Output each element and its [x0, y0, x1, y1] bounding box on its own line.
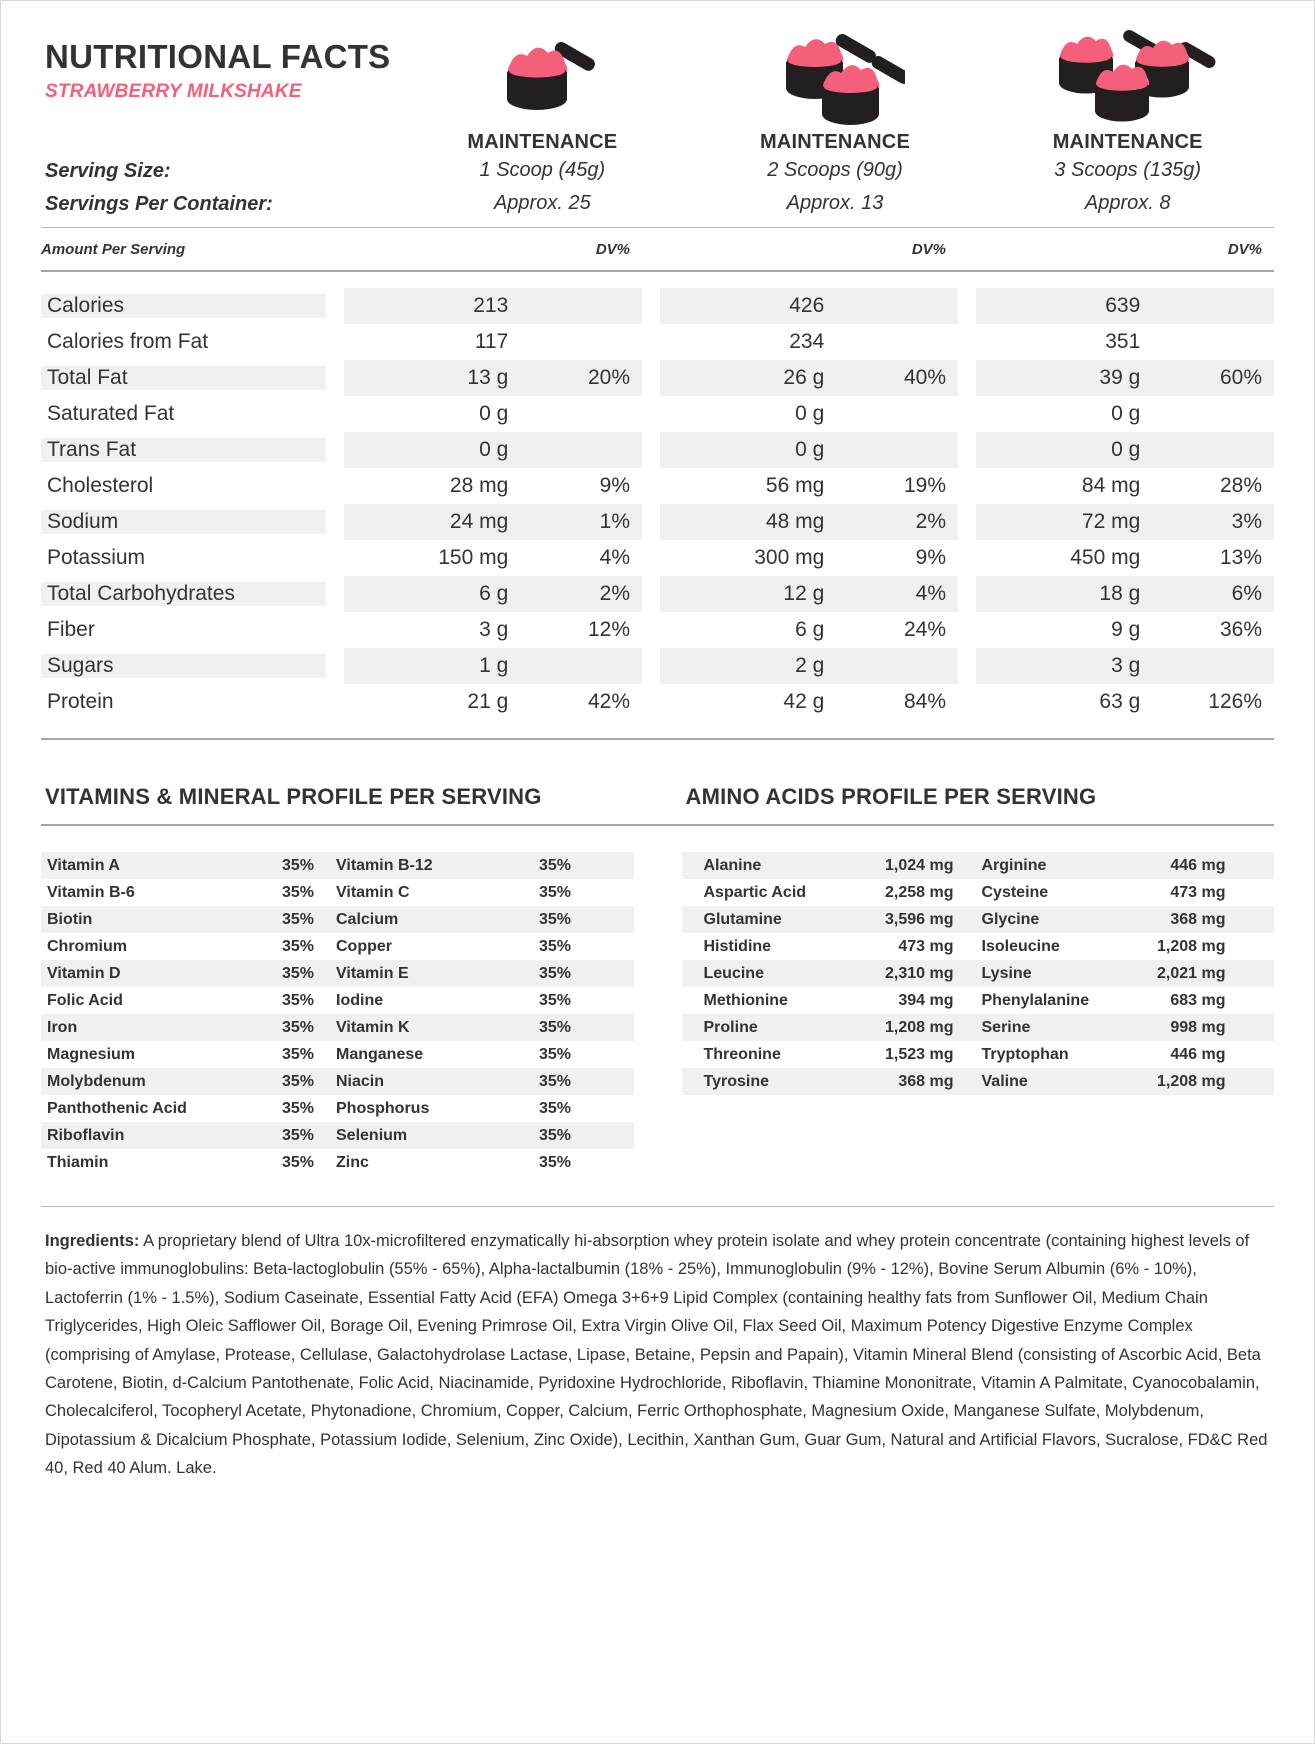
list-item: [682, 960, 1275, 987]
serving-type-1: MAINTENANCE: [467, 131, 618, 153]
item-name: Folic Acid: [47, 991, 123, 1009]
list-item: [41, 1095, 634, 1122]
item-value: 35%: [538, 1018, 571, 1036]
item-value: 2,258 mg: [885, 883, 954, 901]
nutrient-value: 300 mg: [754, 546, 825, 569]
item-name: Vitamin A: [47, 856, 120, 874]
table-header-row: [41, 228, 1274, 270]
item-value: 35%: [281, 1045, 314, 1063]
list-item: [682, 1068, 1275, 1095]
nutrient-dv: 84%: [903, 690, 946, 713]
item-value: 473 mg: [1170, 883, 1226, 901]
dv-header-1: DV%: [595, 240, 630, 258]
nutrient-group-1: [344, 360, 642, 396]
list-item: [41, 1149, 634, 1176]
item-name: Vitamin K: [336, 1018, 410, 1036]
dv-header-2: DV%: [911, 240, 946, 258]
nutrient-group-2: [660, 288, 958, 324]
nutrient-dv: 13%: [1219, 546, 1262, 569]
list-item: [682, 987, 1275, 1014]
item-name: Phenylalanine: [981, 991, 1090, 1009]
flavor-subtitle: STRAWBERRY MILKSHAKE: [45, 81, 302, 103]
serving-column-3: [981, 27, 1274, 227]
nutrient-value: 0 g: [1111, 402, 1141, 425]
item-value: 2,021 mg: [1157, 964, 1226, 982]
nutrient-group-1: [344, 396, 642, 432]
item-value: 1,208 mg: [1157, 937, 1226, 955]
item-name: Panthothenic Acid: [47, 1099, 187, 1117]
list-item: [41, 1014, 634, 1041]
item-value: 1,024 mg: [885, 856, 954, 874]
table-row: [41, 468, 1274, 504]
nutrient-value: 26 g: [783, 366, 825, 389]
nutrient-group-2: [660, 360, 958, 396]
nutrient-group-1: [344, 432, 642, 468]
item-name: Calcium: [336, 910, 399, 928]
nutrient-group-2: [660, 612, 958, 648]
item-name: Thiamin: [47, 1153, 109, 1171]
nutrient-value: 24 mg: [449, 510, 509, 533]
serving-type-3: MAINTENANCE: [1052, 131, 1203, 153]
item-name: Tyrosine: [703, 1072, 769, 1090]
list-item: [682, 1014, 1275, 1041]
item-value: 35%: [281, 991, 314, 1009]
item-name: Vitamin B-12: [336, 856, 433, 874]
nutrient-value: 0 g: [479, 438, 509, 461]
scoop-icon-single: [396, 27, 689, 125]
list-item: [41, 1068, 634, 1095]
label-header: [41, 27, 1274, 227]
nutrient-dv: 1%: [599, 510, 630, 533]
item-value: 998 mg: [1170, 1018, 1226, 1036]
item-name: Magnesium: [47, 1045, 136, 1063]
profile-section-titles: [41, 766, 1274, 824]
nutrient-dv: 12%: [587, 618, 630, 641]
nutrient-group-3: [976, 504, 1274, 540]
table-row: [41, 684, 1274, 720]
item-name: Molybdenum: [47, 1072, 146, 1090]
nutrient-dv: 28%: [1219, 474, 1262, 497]
nutrient-dv: 24%: [903, 618, 946, 641]
item-value: 446 mg: [1170, 1045, 1226, 1063]
nutrient-group-2: [660, 432, 958, 468]
nutrient-group-3: [976, 432, 1274, 468]
item-value: 3,596 mg: [885, 910, 954, 928]
serving-column-1: [396, 27, 689, 227]
nutrient-group-2: [660, 396, 958, 432]
item-name: Methionine: [703, 991, 788, 1009]
ingredients-section: [41, 1206, 1274, 1482]
item-value: 35%: [538, 883, 571, 901]
item-value: 35%: [538, 1126, 571, 1144]
item-value: 2,310 mg: [885, 964, 954, 982]
nutrient-group-1: [344, 288, 642, 324]
nutrient-dv: 36%: [1219, 618, 1262, 641]
table-row: [41, 540, 1274, 576]
item-name: Riboflavin: [47, 1126, 125, 1144]
nutrient-value: 117: [474, 330, 509, 353]
item-value: 35%: [538, 910, 571, 928]
item-value: 35%: [281, 1126, 314, 1144]
item-value: 35%: [281, 1072, 314, 1090]
nutrient-group-1: [344, 468, 642, 504]
serving-size-label: Serving Size:: [45, 160, 171, 182]
nutrient-dv: 60%: [1219, 366, 1262, 389]
nutrient-group-2: [660, 684, 958, 720]
vitamins-list-wrap: [41, 826, 634, 1176]
table-row: [41, 288, 1274, 324]
list-item: [682, 852, 1275, 879]
table-row: [41, 504, 1274, 540]
nutrient-name: Total Fat: [41, 366, 326, 390]
nutrient-dv: 2%: [915, 510, 946, 533]
list-item: [682, 879, 1275, 906]
nutrient-dv: 20%: [587, 366, 630, 389]
nutrient-value: 39 g: [1099, 366, 1141, 389]
item-name: Alanine: [703, 856, 762, 874]
servings-count-1: Approx. 25: [493, 192, 591, 214]
item-name: Threonine: [703, 1045, 781, 1063]
nutrient-value: 639: [1105, 294, 1141, 317]
list-item: [41, 906, 634, 933]
table-row: [41, 432, 1274, 468]
nutrient-value: 48 mg: [765, 510, 825, 533]
item-name: Iron: [47, 1018, 78, 1036]
item-value: 35%: [538, 964, 571, 982]
item-value: 35%: [281, 1018, 314, 1036]
nutrient-dv: 42%: [587, 690, 630, 713]
nutrient-dv: 2%: [599, 582, 630, 605]
nutrient-value: 56 mg: [765, 474, 825, 497]
table-row: [41, 360, 1274, 396]
item-name: Isoleucine: [981, 937, 1060, 955]
nutrient-group-3: [976, 396, 1274, 432]
nutrient-value: 0 g: [795, 438, 825, 461]
amino-title-wrap: [634, 766, 1275, 824]
nutrient-group-3: [976, 324, 1274, 360]
nutrient-value: 9 g: [1111, 618, 1141, 641]
item-value: 1,208 mg: [885, 1018, 954, 1036]
serving-size-2: 2 Scoops (90g): [767, 159, 903, 181]
ingredients-paragraph: [41, 1207, 1274, 1482]
item-value: 368 mg: [1170, 910, 1226, 928]
divider-above-profiles: [41, 738, 1274, 740]
item-name: Tryptophan: [981, 1045, 1069, 1063]
item-value: 35%: [538, 1153, 571, 1171]
ingredients-label: Ingredients:: [45, 1232, 140, 1250]
nutrient-value: 28 mg: [449, 474, 509, 497]
divider-below-header: [41, 270, 1274, 272]
nutrient-value: 6 g: [795, 618, 825, 641]
nutrient-group-1: [344, 540, 642, 576]
list-item: [682, 933, 1275, 960]
nutrient-group-3: [976, 576, 1274, 612]
item-value: 35%: [281, 1099, 314, 1117]
nutrient-value: 3 g: [1111, 654, 1141, 677]
nutrient-group-1: [344, 324, 642, 360]
item-name: Vitamin B-6: [47, 883, 135, 901]
nutrient-group-3: [976, 648, 1274, 684]
nutrient-dv: 40%: [903, 366, 946, 389]
item-name: Valine: [981, 1072, 1028, 1090]
amino-acids-list: [682, 852, 1275, 1095]
nutrient-group-3: [976, 540, 1274, 576]
amount-per-serving-label: Amount Per Serving: [41, 240, 186, 258]
item-value: 35%: [538, 991, 571, 1009]
nutrient-group-3: [976, 684, 1274, 720]
nutrient-name: Saturated Fat: [47, 402, 175, 425]
item-name: Manganese: [336, 1045, 424, 1063]
nutrient-value: 3 g: [479, 618, 509, 641]
dv-header-3: DV%: [1227, 240, 1262, 258]
nutrient-value: 1 g: [479, 654, 509, 677]
item-name: Cysteine: [981, 883, 1049, 901]
nutrition-table: [41, 288, 1274, 720]
nutrient-dv: 9%: [915, 546, 946, 569]
nutrient-group-1: [344, 684, 642, 720]
nutrient-dv: 3%: [1231, 510, 1262, 533]
list-item: [682, 906, 1275, 933]
vitamins-section-title: VITAMINS & MINERAL PROFILE PER SERVING: [45, 784, 542, 809]
serving-size-3: 3 Scoops (135g): [1054, 159, 1202, 181]
table-row: [41, 396, 1274, 432]
nutrient-group-3: [976, 612, 1274, 648]
item-value: 473 mg: [898, 937, 954, 955]
nutrient-group-1: [344, 612, 642, 648]
item-name: Lysine: [981, 964, 1032, 982]
nutrient-value: 84 mg: [1081, 474, 1141, 497]
nutrient-dv: 4%: [915, 582, 946, 605]
nutrient-value: 42 g: [783, 690, 825, 713]
item-value: 35%: [281, 856, 314, 874]
item-value: 35%: [281, 910, 314, 928]
table-row: [41, 324, 1274, 360]
item-name: Zinc: [336, 1153, 369, 1171]
item-value: 35%: [281, 964, 314, 982]
item-name: Arginine: [981, 856, 1047, 874]
list-item: [682, 1041, 1275, 1068]
serving-type-2: MAINTENANCE: [760, 131, 910, 153]
item-name: Histidine: [703, 937, 772, 955]
table-row: [41, 576, 1274, 612]
nutrient-value: 213: [473, 294, 509, 317]
item-name: Selenium: [336, 1126, 408, 1144]
list-item: [41, 1041, 634, 1068]
page-title: NUTRITIONAL FACTS: [45, 38, 391, 75]
nutrient-value: 150 mg: [438, 546, 509, 569]
nutrient-value: 13 g: [467, 366, 509, 389]
item-value: 35%: [538, 937, 571, 955]
list-item: [41, 852, 634, 879]
servings-count-2: Approx. 13: [786, 192, 884, 214]
nutrient-group-2: [660, 648, 958, 684]
profile-lists: [41, 826, 1274, 1176]
nutrient-value: 63 g: [1099, 690, 1141, 713]
item-value: 35%: [281, 937, 314, 955]
nutrient-value: 2 g: [795, 654, 825, 677]
item-name: Glutamine: [703, 910, 782, 928]
item-name: Vitamin D: [47, 964, 121, 982]
scoop-icon-double: [689, 27, 982, 125]
nutrient-name: Fiber: [47, 618, 95, 641]
list-item: [41, 933, 634, 960]
nutrient-dv: 6%: [1231, 582, 1262, 605]
scoop-columns: [396, 27, 1274, 227]
nutrient-value: 351: [1105, 330, 1141, 353]
list-item: [41, 879, 634, 906]
ingredients-text: A proprietary blend of Ultra 10x-microfiltered enzymatically hi-absorption whey protein isolate and whey protein concentrate (containing highest levels of bio-active immunoglobulins: Beta-lactoglobulin (55% - 65%), Alpha-lactalbumin (18% - 25%), Immunoglobulin (9% - 12%), Bovine Serum Albumin (6% - 10%), Lactoferrin (1% - 1.5%), Sodium Caseinate, Essential Fatty Acid (EFA) Omega 3+6+9 Lipid Complex (containing healthy fats from Sunflower Oil, Medium Chain Triglycerides, High Oleic Safflower Oil, Borage Oil, Evening Primrose Oil, Extra Virgin Olive Oil, Flax Seed Oil, Maximum Potency Digestive Enzyme Complex (comprising of Amylase, Protease, Cellulase, Galactohydrolase Lactase, Lipase, Betaine, Pepsin and Papain), Vitamin Mineral Blend (consisting of Ascorbic Acid, Beta Carotene, Biotin, d-Calcium Pantothenate, Folic Acid, Niacinamide, Pyridoxine Hydrochloride, Riboflavin, Thiamine Mononitrate, Vitamin A Palmitate, Cyanocobalamin, Cholecalciferol, Tocopheryl Acetate, Phytonadione, Chromium, Copper, Calcium, Ferric Orthophosphate, Magnesium Oxide, Manganese Sulfate, Molybdenum, Dipotassium & Dicalcium Phosphate, Potassium Iodide, Selenium, Zinc Oxide), Lecithin, Xanthan Gum, Guar Gum, Natural and Artificial Flavors, Sucralose, FD&C Red 40, Red 40 Alum. Lake.: [45, 1232, 1268, 1477]
item-value: 394 mg: [898, 991, 954, 1009]
nutrient-group-1: [344, 648, 642, 684]
item-name: Niacin: [336, 1072, 385, 1090]
item-value: 368 mg: [898, 1072, 954, 1090]
serving-column-2: [689, 27, 982, 227]
nutrient-group-2: [660, 468, 958, 504]
nutrient-value: 234: [789, 330, 825, 353]
item-name: Serine: [981, 1018, 1031, 1036]
item-name: Biotin: [47, 910, 93, 928]
nutrient-value: 72 mg: [1081, 510, 1141, 533]
amino-list-wrap: [634, 826, 1275, 1176]
nutrient-value: 6 g: [479, 582, 509, 605]
nutrient-value: 12 g: [783, 582, 825, 605]
item-name: Leucine: [703, 964, 764, 982]
nutrient-group-2: [660, 540, 958, 576]
item-name: Chromium: [47, 937, 127, 955]
nutrient-name: Calories from Fat: [47, 330, 209, 353]
list-item: [41, 960, 634, 987]
item-name: Vitamin E: [336, 964, 409, 982]
nutrient-group-2: [660, 324, 958, 360]
vitamins-title-wrap: [41, 766, 634, 824]
item-name: Proline: [703, 1018, 758, 1036]
nutrient-value: 0 g: [795, 402, 825, 425]
item-name: Aspartic Acid: [703, 883, 807, 901]
nutrient-group-1: [344, 576, 642, 612]
item-value: 1,523 mg: [885, 1045, 954, 1063]
nutrient-group-1: [344, 504, 642, 540]
nutrient-name: Sodium: [41, 510, 326, 534]
item-value: 683 mg: [1170, 991, 1226, 1009]
nutrient-group-3: [976, 288, 1274, 324]
nutrient-dv: 19%: [903, 474, 946, 497]
item-value: 35%: [538, 1072, 571, 1090]
nutrient-group-2: [660, 504, 958, 540]
item-value: 35%: [281, 883, 314, 901]
serving-labels: [45, 155, 273, 221]
item-name: Vitamin C: [336, 883, 410, 901]
nutrient-group-2: [660, 576, 958, 612]
item-value: 446 mg: [1170, 856, 1226, 874]
amino-section-title: AMINO ACIDS PROFILE PER SERVING: [685, 784, 1097, 809]
nutrient-name: Trans Fat: [41, 438, 326, 462]
item-name: Phosphorus: [336, 1099, 430, 1117]
nutrient-dv: 126%: [1208, 690, 1262, 713]
nutrient-name: Sugars: [41, 654, 326, 678]
nutrient-name: Cholesterol: [47, 474, 154, 497]
nutrient-name: Potassium: [47, 546, 146, 569]
nutrient-name: Total Carbohydrates: [41, 582, 326, 606]
nutrient-dv: 4%: [599, 546, 630, 569]
item-value: 35%: [538, 856, 571, 874]
nutrient-value: 21 g: [467, 690, 509, 713]
nutrient-value: 0 g: [1111, 438, 1141, 461]
table-row: [41, 612, 1274, 648]
servings-per-container-label: Servings Per Container:: [45, 193, 273, 215]
item-value: 35%: [281, 1153, 314, 1171]
nutrient-name: Protein: [47, 690, 114, 713]
item-value: 35%: [538, 1099, 571, 1117]
nutrient-value: 426: [789, 294, 825, 317]
title-block: [45, 39, 390, 103]
item-name: Copper: [336, 937, 392, 955]
list-item: [41, 1122, 634, 1149]
scoop-icon-triple: [981, 27, 1274, 125]
serving-size-1: 1 Scoop (45g): [479, 159, 606, 181]
nutrient-group-3: [976, 468, 1274, 504]
nutrient-name: Calories: [41, 294, 326, 318]
vitamins-list: [41, 852, 634, 1176]
nutrient-value: 0 g: [479, 402, 509, 425]
item-name: Glycine: [981, 910, 1040, 928]
item-value: 1,208 mg: [1157, 1072, 1226, 1090]
list-item: [41, 987, 634, 1014]
servings-count-3: Approx. 8: [1084, 192, 1171, 214]
item-value: 35%: [538, 1045, 571, 1063]
nutrient-value: 450 mg: [1070, 546, 1141, 569]
table-row: [41, 648, 1274, 684]
nutrient-dv: 9%: [599, 474, 630, 497]
item-name: Iodine: [336, 991, 384, 1009]
nutrient-group-3: [976, 360, 1274, 396]
nutrient-value: 18 g: [1099, 582, 1141, 605]
